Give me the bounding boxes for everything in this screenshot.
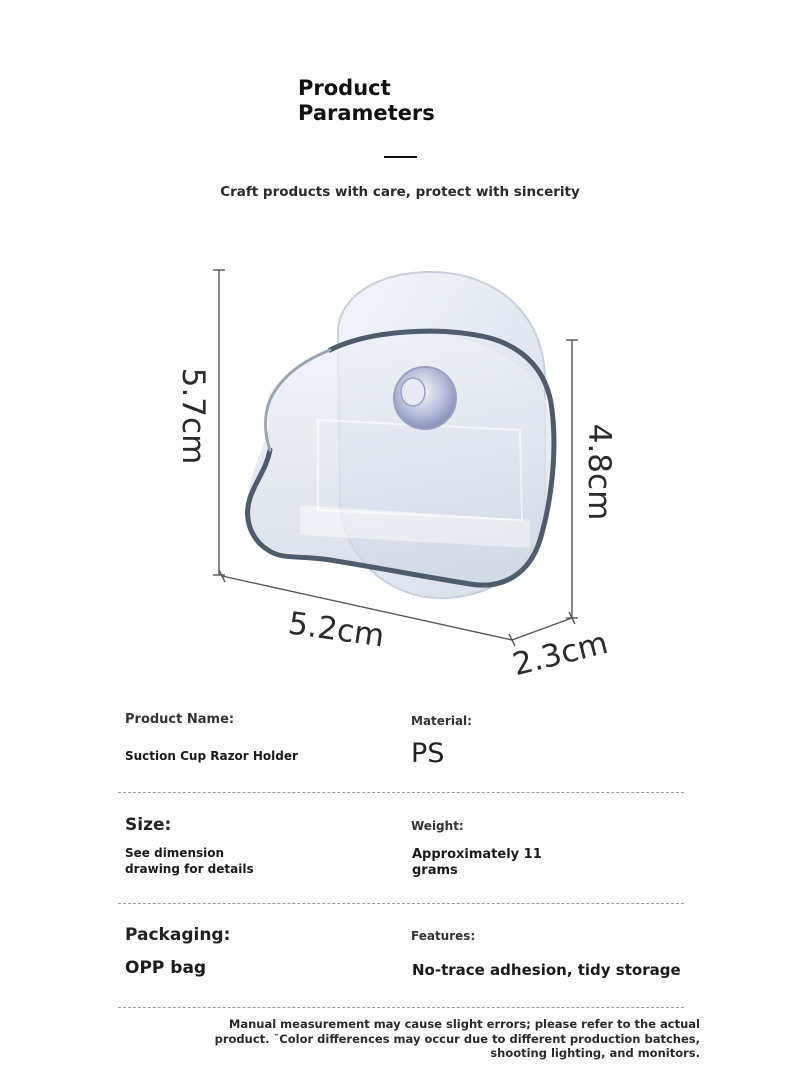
disclaimer-line-2: product. ˘Color differences may occur due to different production batches, <box>214 1031 700 1046</box>
disclaimer-line-3: shooting lighting, and monitors. <box>490 1046 700 1060</box>
weight-value-line-1: Approximately 11 <box>412 847 542 862</box>
subtitle: Craft products with care, protect with sincerity <box>220 184 580 200</box>
product-name-label: Product Name: <box>125 712 235 727</box>
material-value: PS <box>411 738 445 769</box>
thickness-dimension: 2.3cm <box>509 624 612 684</box>
disclaimer-line-1: Manual measurement may cause slight errors; please refer to the actual <box>228 1017 700 1031</box>
width-dimension: 5.2cm <box>285 605 387 655</box>
row-divider-3 <box>118 1007 684 1008</box>
weight-value-line-2: grams <box>412 863 458 878</box>
row-divider-2 <box>118 903 684 904</box>
disclaimer-note <box>160 1017 700 1061</box>
weight-label: Weight: <box>411 819 464 833</box>
features-value: No-trace adhesion, tidy storage <box>412 961 681 979</box>
size-label: Size: <box>125 815 172 835</box>
size-value-line-1: See dimension <box>125 846 225 860</box>
packaging-label: Packaging: <box>125 925 231 945</box>
size-value-line-2: drawing for details <box>125 862 254 876</box>
features-label: Features: <box>411 929 476 943</box>
product-name-value: Suction Cup Razor Holder <box>125 749 298 763</box>
title-line-2: Parameters <box>298 101 435 125</box>
packaging-value: OPP bag <box>125 958 207 978</box>
height-dimension: 5.7cm <box>175 367 211 465</box>
suction-knob-inner <box>401 378 425 406</box>
title-line-1: Product <box>298 76 391 100</box>
depth-dimension: 4.8cm <box>581 423 617 521</box>
material-label: Material: <box>411 714 472 728</box>
row-divider-1 <box>118 792 684 793</box>
